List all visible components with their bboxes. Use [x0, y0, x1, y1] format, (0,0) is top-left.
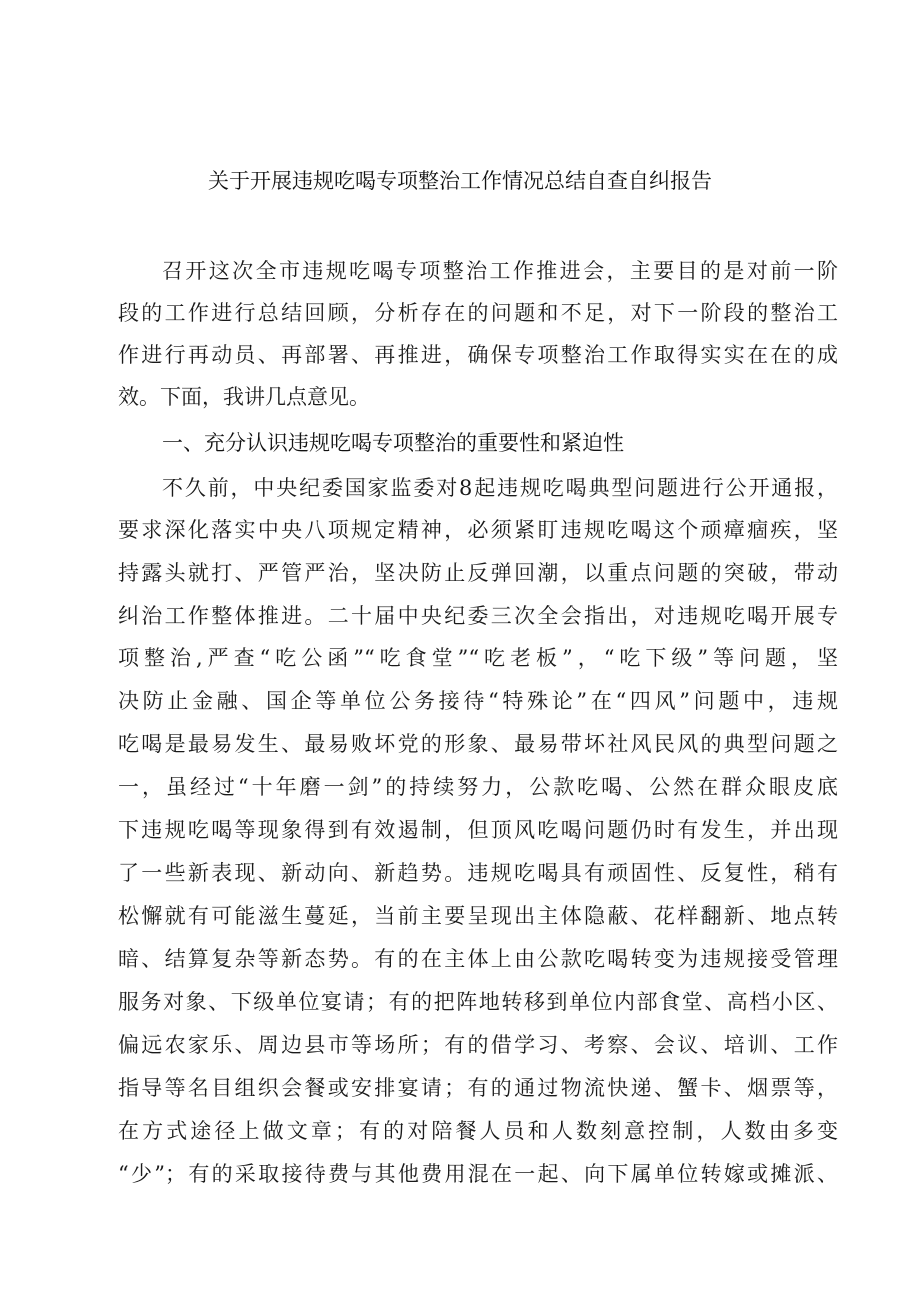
paragraph-line: 要求深化落实中央八项规定精神，必须紧盯违规吃喝这个顽瘴痼疾，坚 — [118, 518, 838, 542]
paragraph-line: 纠治工作整体推进。二十届中央纪委三次全会指出，对违规吃喝开展专 — [118, 604, 838, 628]
document-title: 关于开展违规吃喝专项整治工作情况总结自查自纠报告 — [208, 169, 712, 193]
paragraph-line: 决防止金融、国企等单位公务接待“特殊论”在“四风”问题中，违规 — [118, 689, 838, 713]
paragraph-line: 松懈就有可能滋生蔓延，当前主要呈现出主体隐蔽、花样翻新、地点转 — [118, 904, 838, 928]
paragraph-line: 吃喝是最易发生、最易败坏党的形象、最易带坏社风民风的典型问题之 — [118, 732, 838, 756]
paragraph-line: 召开这次全市违规吃喝专项整治工作推进会，主要目的是对前一阶 — [162, 259, 838, 283]
paragraph-line: 段的工作进行总结回顾，分析存在的问题和不足，对下一阶段的整治工 — [118, 301, 838, 325]
paragraph-line: 了一些新表现、新动向、新趋势。违规吃喝具有顽固性、反复性，稍有 — [118, 861, 838, 885]
paragraph-line: 一，虽经过“十年磨一剑”的持续努力，公款吃喝、公然在群众眼皮底 — [118, 775, 838, 799]
paragraph-line: 效。下面，我讲几点意见。 — [118, 385, 370, 409]
paragraph-line: 在方式途径上做文章；有的对陪餐人员和人数刻意控制，人数由多变 — [118, 1119, 838, 1143]
paragraph-line: 暗、结算复杂等新态势。有的在主体上由公款吃喝转变为违规接受管理 — [118, 947, 838, 971]
paragraph-line: 服务对象、下级单位宴请；有的把阵地转移到单位内部食堂、高档小区、 — [118, 990, 838, 1014]
paragraph-line: 项整治,严查“吃公函”“吃食堂”“吃老板”，“吃下级”等问题，坚 — [118, 646, 838, 670]
paragraph-line: 作进行再动员、再部署、再推进，确保专项整治工作取得实实在在的成 — [118, 343, 838, 367]
paragraph-line: 偏远农家乐、周边县市等场所；有的借学习、考察、会议、培训、工作 — [118, 1033, 838, 1057]
paragraph-line: 下违规吃喝等现象得到有效遏制，但顶风吃喝问题仍时有发生，并出现 — [118, 818, 838, 842]
paragraph-line: 持露头就打、严管严治，坚决防止反弹回潮，以重点问题的突破，带动 — [118, 561, 838, 585]
paragraph-line: 指导等名目组织会餐或安排宴请；有的通过物流快递、蟹卡、烟票等， — [118, 1076, 838, 1100]
section-heading: 一、充分认识违规吃喝专项整治的重要性和紧迫性 — [162, 431, 624, 455]
paragraph-line: “少”；有的采取接待费与其他费用混在一起、向下属单位转嫁或摊派、 — [118, 1162, 838, 1186]
paragraph-line: 不久前，中央纪委国家监委对8起违规吃喝典型问题进行公开通报， — [162, 476, 838, 500]
